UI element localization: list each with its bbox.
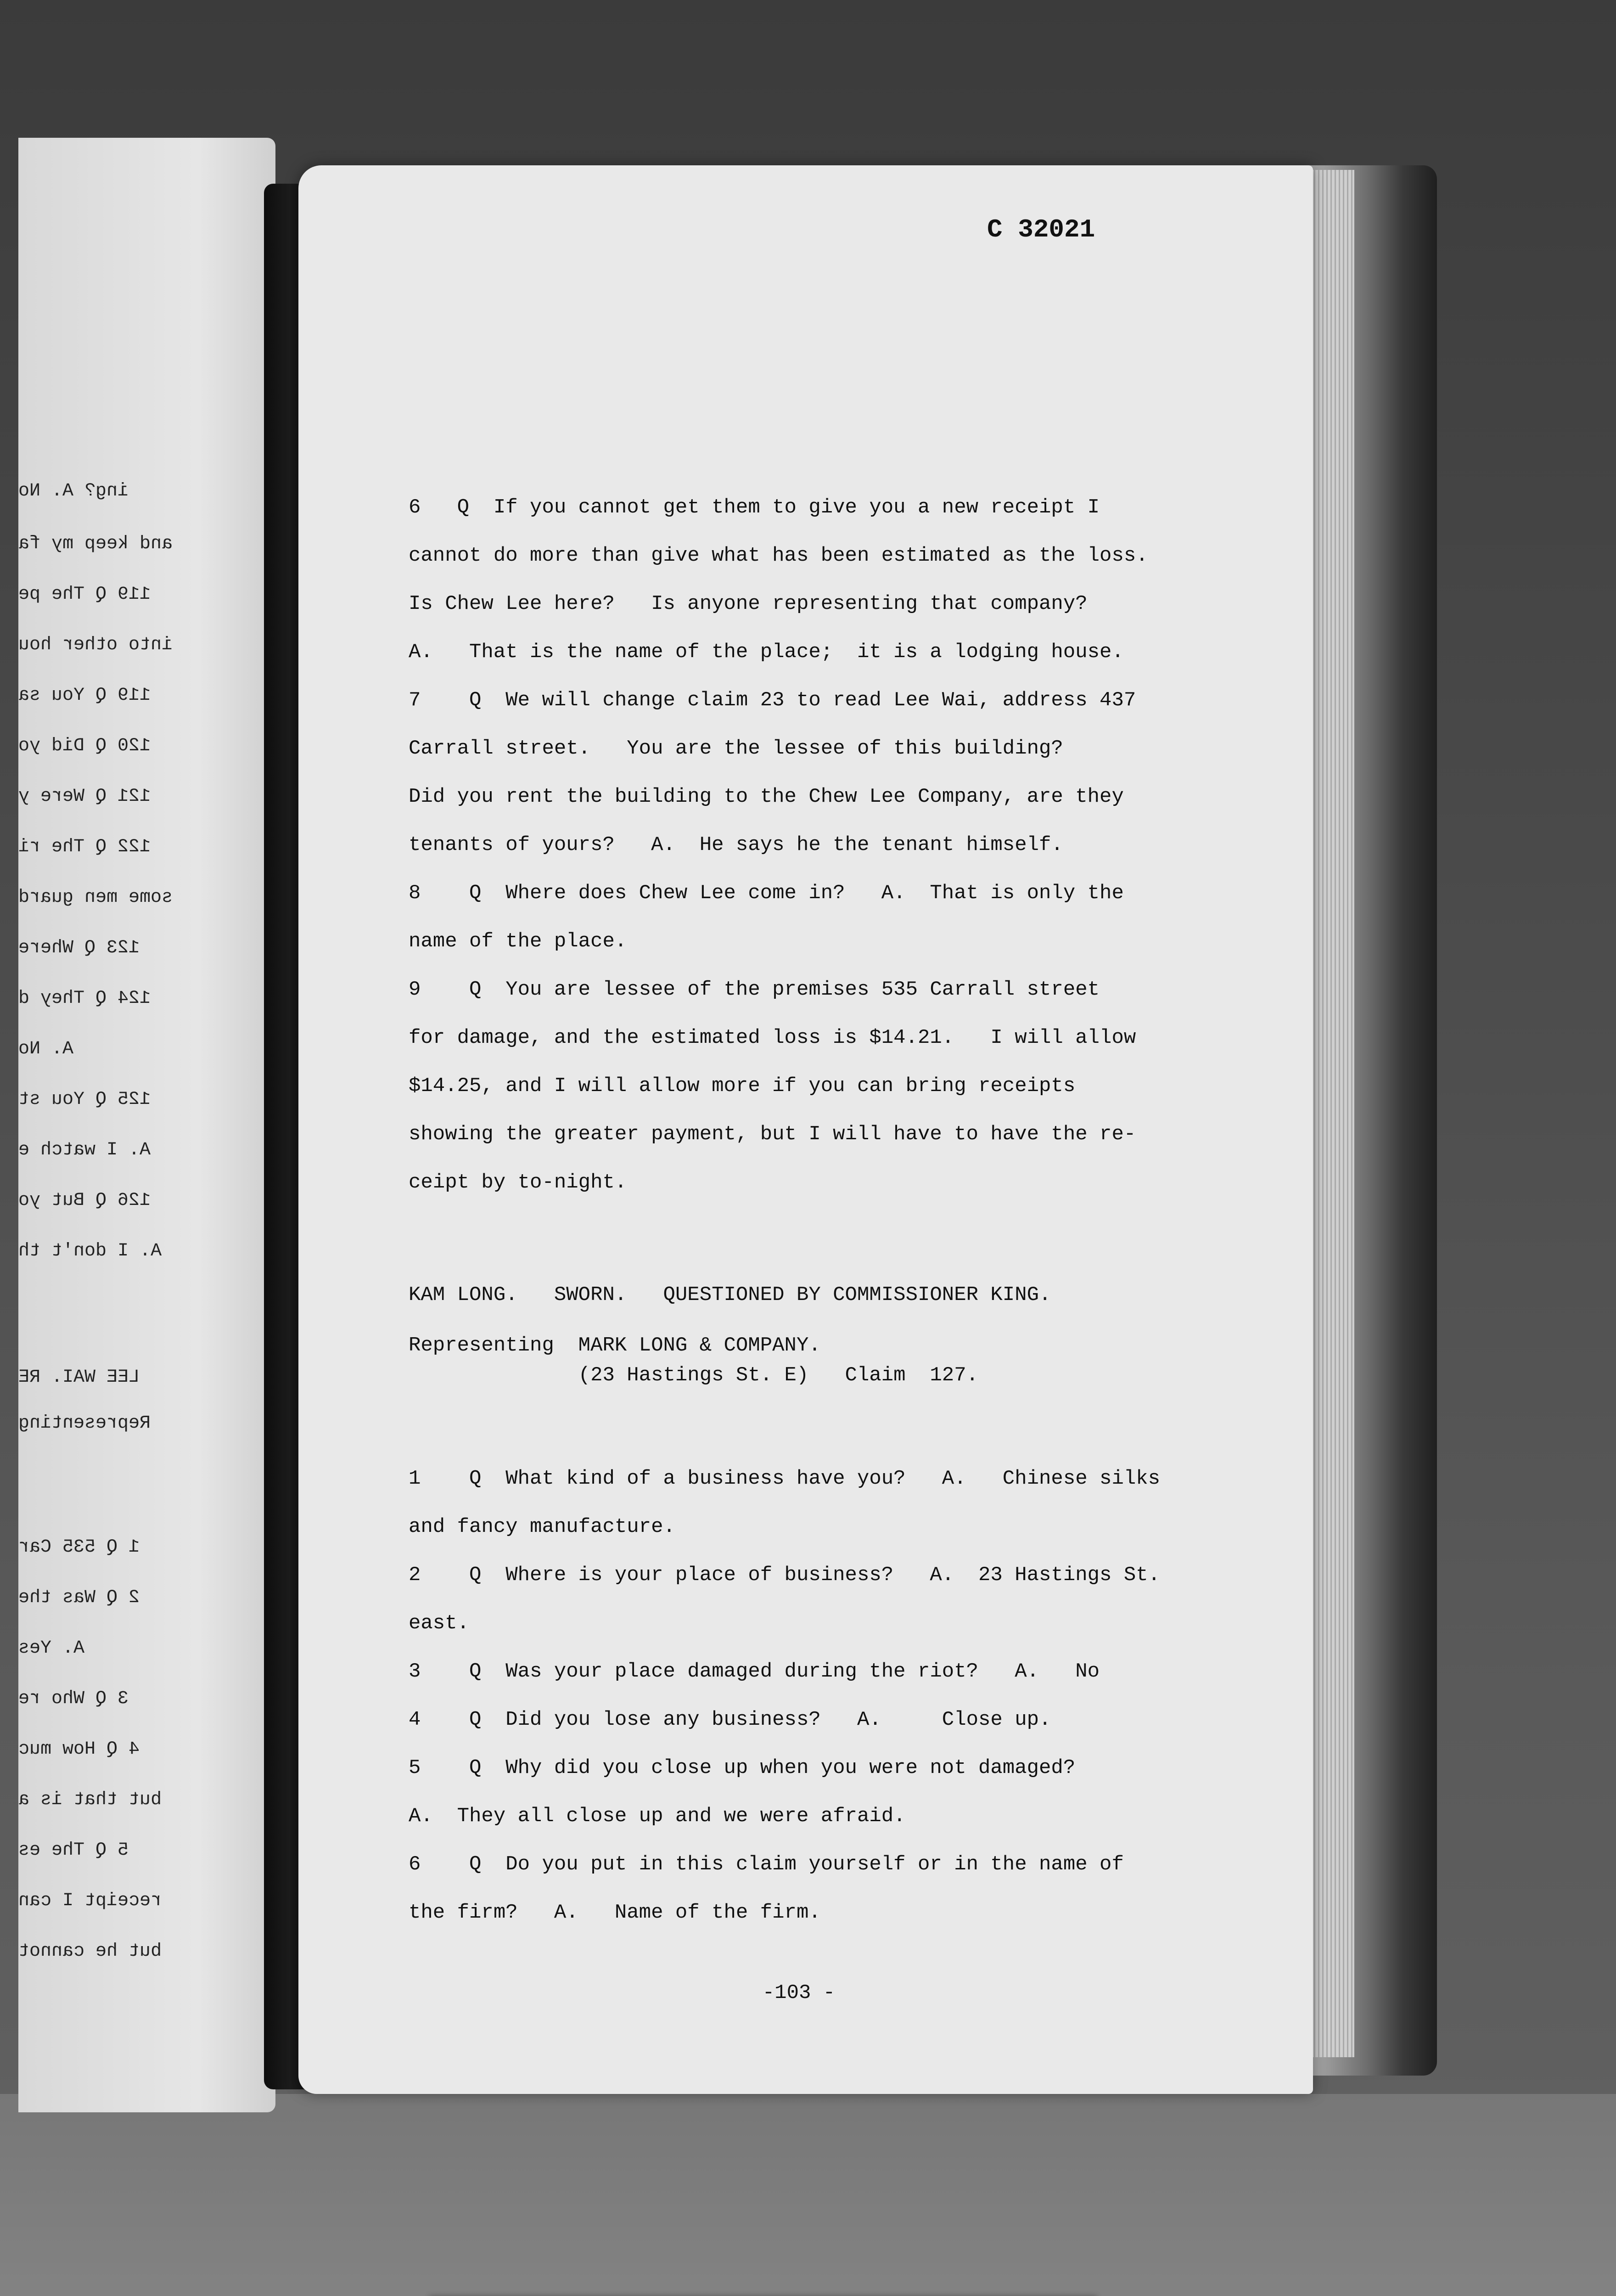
left-page-line: receipt I can xyxy=(18,1891,162,1911)
scan-lower-background xyxy=(0,2094,1616,2296)
transcript-line: tenants of yours? A. He says he the tenant himself. xyxy=(409,833,1063,856)
document-code: C 32021 xyxy=(987,215,1095,244)
left-page-text xyxy=(18,478,275,1993)
transcript-line: ceipt by to-night. xyxy=(409,1171,627,1194)
transcript-line: 8 Q Where does Chew Lee come in? A. That is only the xyxy=(409,882,1124,905)
left-page-line: but he cannot xyxy=(18,1941,162,1962)
left-page-line: 1 Q 535 Car xyxy=(18,1537,140,1558)
transcript-line: 6 Q If you cannot get them to give you a new receipt I xyxy=(409,496,1100,519)
transcript-line: and fancy manufacture. xyxy=(409,1515,675,1538)
left-page-line: 4 Q How muc xyxy=(18,1739,140,1760)
transcript-line: 1 Q What kind of a business have you? A. Chinese silks xyxy=(409,1467,1161,1490)
left-page-line: Representing xyxy=(18,1413,151,1434)
left-page-line: 3 Q Who re xyxy=(18,1688,129,1709)
transcript-line: 5 Q Why did you close up when you were not damaged? xyxy=(409,1756,1076,1779)
transcript-line: east. xyxy=(409,1612,470,1635)
left-page-line: A. I don't th xyxy=(18,1241,162,1261)
transcript-line: cannot do more than give what has been estimated as the loss. xyxy=(409,544,1148,567)
transcript-line: A. They all close up and we were afraid. xyxy=(409,1805,906,1828)
page-number: -103 - xyxy=(762,1981,836,2004)
left-page-line: into other hou xyxy=(18,635,173,655)
left-page-line: but that is a xyxy=(18,1790,162,1810)
transcript-line: for damage, and the estimated loss is $14.21. I will allow xyxy=(409,1026,1136,1049)
left-page-line: 123 Q Where xyxy=(18,938,140,958)
transcript-line: 3 Q Was your place damaged during the riot? A. No xyxy=(409,1660,1100,1683)
left-page-line: A. Yes xyxy=(18,1638,85,1659)
transcript-line: 9 Q You are lessee of the premises 535 Carrall street xyxy=(409,978,1100,1001)
transcript-line: Carrall street. You are the lessee of this building? xyxy=(409,737,1063,760)
transcript-line: 2 Q Where is your place of business? A. 23 Hastings St. xyxy=(409,1564,1161,1587)
left-page-line: A. I watch e xyxy=(18,1140,151,1160)
left-page-line: 126 Q But yo xyxy=(18,1190,151,1211)
left-page-line: 121 Q Were y xyxy=(18,786,151,807)
transcript-line: showing the greater payment, but I will have to have the re- xyxy=(409,1123,1136,1146)
transcript-line: A. That is the name of the place; it is a lodging house. xyxy=(409,641,1124,664)
left-page-line: 5 Q The es xyxy=(18,1840,129,1861)
transcript-line: Is Chew Lee here? Is anyone representing that company? xyxy=(409,592,1088,615)
left-page-line: 2 Q Was the xyxy=(18,1587,140,1608)
transcript-line: 7 Q We will change claim 23 to read Lee Wai, address 437 xyxy=(409,689,1136,712)
left-page-line: 120 Q Did yo xyxy=(18,736,151,756)
left-page-line: some men guard xyxy=(18,887,173,908)
transcript-line: Did you rent the building to the Chew Lee Company, are they xyxy=(409,785,1124,808)
left-page-line: ing? A. No xyxy=(18,481,129,501)
transcript-line: Representing MARK LONG & COMPANY. xyxy=(409,1334,821,1357)
left-page-line: 124 Q They d xyxy=(18,988,151,1009)
transcript-line: $14.25, and I will allow more if you can bring receipts xyxy=(409,1075,1076,1097)
left-page-line: A. No xyxy=(18,1039,74,1059)
left-page-line: and keep my fa xyxy=(18,534,173,554)
transcript-line: 6 Q Do you put in this claim yourself or in the name of xyxy=(409,1853,1124,1876)
left-page-line: 119 Q You sa xyxy=(18,685,151,706)
transcript-line: name of the place. xyxy=(409,930,627,953)
transcript-line: 4 Q Did you lose any business? A. Close up. xyxy=(409,1708,1051,1731)
transcript-line: KAM LONG. SWORN. QUESTIONED BY COMMISSIONER KING. xyxy=(409,1283,1051,1306)
left-page-line: 125 Q You st xyxy=(18,1089,151,1110)
left-page-line: 122 Q The ri xyxy=(18,837,151,857)
transcript-line: the firm? A. Name of the firm. xyxy=(409,1901,821,1924)
transcript-line: (23 Hastings St. E) Claim 127. xyxy=(409,1364,979,1387)
left-page-line: LEE WAI. RE xyxy=(18,1367,140,1388)
left-page-line: 119 Q The pe xyxy=(18,584,151,605)
